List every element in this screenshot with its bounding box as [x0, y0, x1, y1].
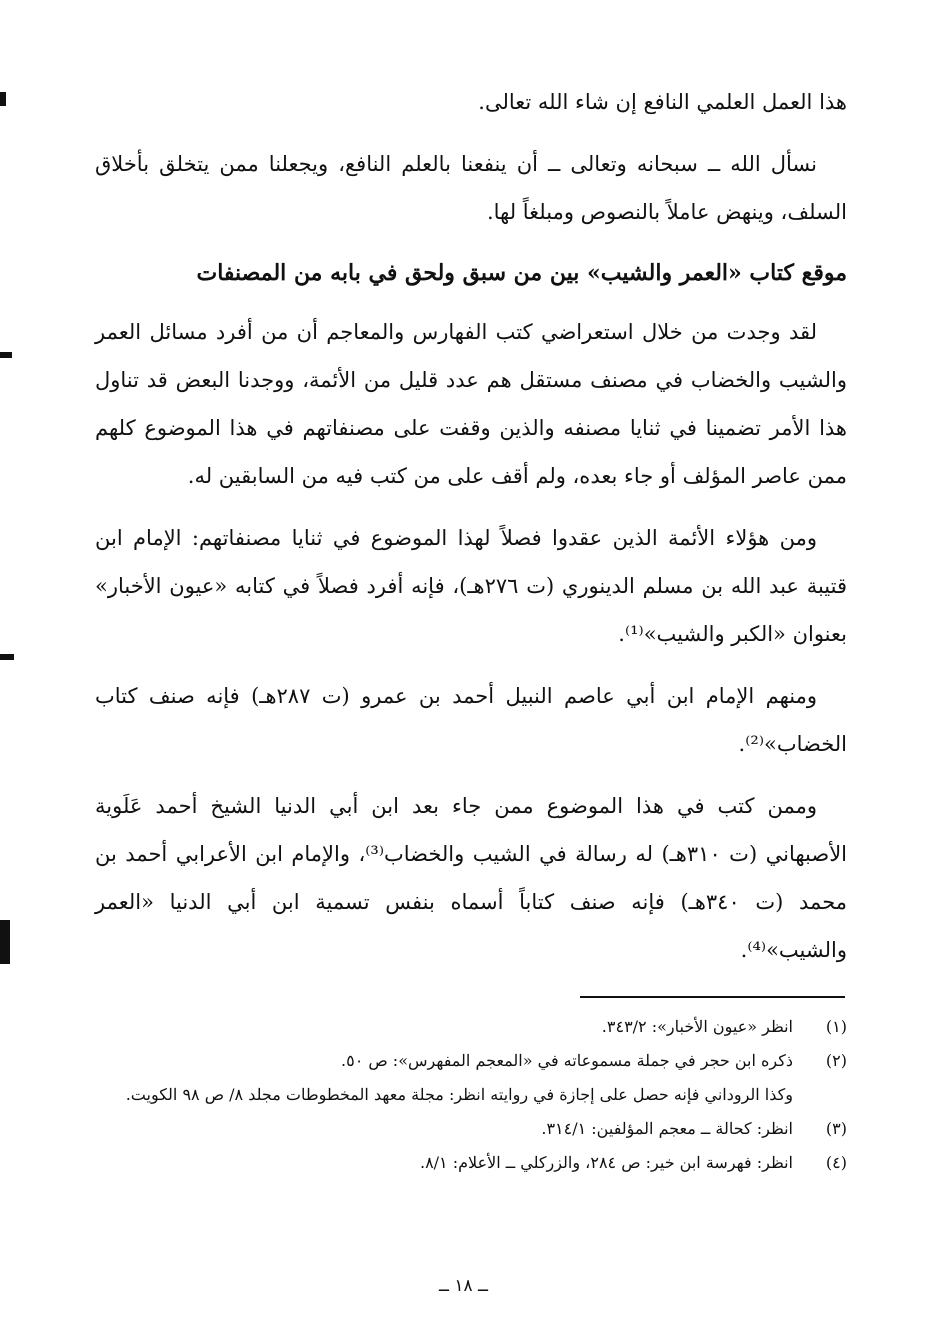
- paragraph-later-authors: وممن كتب في هذا الموضوع ممن جاء بعد ابن أبي الدنيا الشيخ أحمد عَلَوية الأصبهاني (ت ٣١٠هـ) له رسالة في الشيب والخضاب⁽³⁾، والإمام ابن الأعرابي أحمد بن محمد (ت ٣٤٠هـ) فإنه صنف كتاباً أسماه بنفس تسمية ابن أبي الدنيا «العمر والشيب»⁽⁴⁾.: [95, 794, 848, 962]
- paragraph-prayer: نسأل الله ــ سبحانه وتعالى ــ أن ينفعنا بالعلم النافع، ويجعلنا ممن يتخلق بأخلاق السلف، وينهض عاملاً بالنصوص ومبلغاً لها.: [95, 152, 847, 224]
- scan-edge-mark: [0, 654, 14, 660]
- footnote-3: [95, 1114, 847, 1144]
- page-body: [95, 78, 847, 988]
- section-heading: موقع كتاب «العمر والشيب» بين من سبق ولحق في بابه من المصنفات: [196, 260, 847, 286]
- footnote-text: ذكره ابن حجر في جملة مسموعاته في «المعجم المفهرس»: ص ٥٠.: [341, 1051, 793, 1070]
- footnote-text: وكذا الروداني فإنه حصل على إجازة في روايته انظر: مجلة معهد المخطوطات مجلد ٨/ ص ٩٨ الكويت.: [125, 1085, 793, 1104]
- paragraph-sources-survey: لقد وجدت من خلال استعراضي كتب الفهارس والمعاجم أن من أفرد مسائل العمر والشيب والخضاب في مصنف مستقل هم عدد قليل من الأئمة، ووجدنا البعض قد تناول هذا الأمر تضمينا في ثنايا مصنفه والذين وقفت على مصنفاتهم في هذا الموضوع كلهم ممن عاصر المؤلف أو جاء بعده، ولم أقف على من كتب فيه من السابقين له.: [95, 320, 847, 488]
- footnote-4: [95, 1148, 847, 1178]
- footnote-2-continued: [95, 1080, 847, 1110]
- footnote-text: انظر: فهرسة ابن خير: ص ٢٨٤، والزركلي ــ الأعلام: ٨/١.: [419, 1153, 793, 1172]
- page-number: ــ ١٨ ــ: [438, 1276, 488, 1296]
- footnote-number: [807, 1080, 847, 1110]
- paragraph-ibn-qutaybah: ومن هؤلاء الأئمة الذين عقدوا فصلاً لهذا الموضوع في ثنايا مصنفاتهم: الإمام ابن قتيبة عبد الله بن مسلم الدينوري (ت ٢٧٦هـ)، فإنه أفرد فصلاً في كتابه «عيون الأخبار» بعنوان «الكبر والشيب»⁽¹⁾.: [95, 526, 848, 646]
- footnote-number: (٢): [825, 1051, 847, 1070]
- footnote-text: انظر «عيون الأخبار»: ٣٤٣/٢.: [601, 1017, 793, 1036]
- scan-edge-mark: [0, 352, 12, 358]
- footnote-1: [95, 1012, 847, 1042]
- footnote-2: [95, 1046, 847, 1076]
- footnote-number: (١): [825, 1017, 847, 1036]
- scan-edge-mark: [0, 920, 10, 964]
- paragraph-intro-end: هذا العمل العلمي النافع إن شاء الله تعالى.: [478, 90, 847, 114]
- footnote-separator: [580, 996, 845, 998]
- footnote-number: (٤): [825, 1153, 847, 1172]
- footnote-number: (٣): [825, 1119, 847, 1138]
- scan-edge-mark: [0, 92, 6, 106]
- paragraph-ibn-abi-asim: ومنهم الإمام ابن أبي عاصم النبيل أحمد بن عمرو (ت ٢٨٧هـ) فإنه صنف كتاب الخضاب»⁽²⁾.: [95, 684, 847, 756]
- footnotes: [95, 1012, 847, 1182]
- footnote-text: انظر: كحالة ــ معجم المؤلفين: ٣١٤/١.: [541, 1119, 793, 1138]
